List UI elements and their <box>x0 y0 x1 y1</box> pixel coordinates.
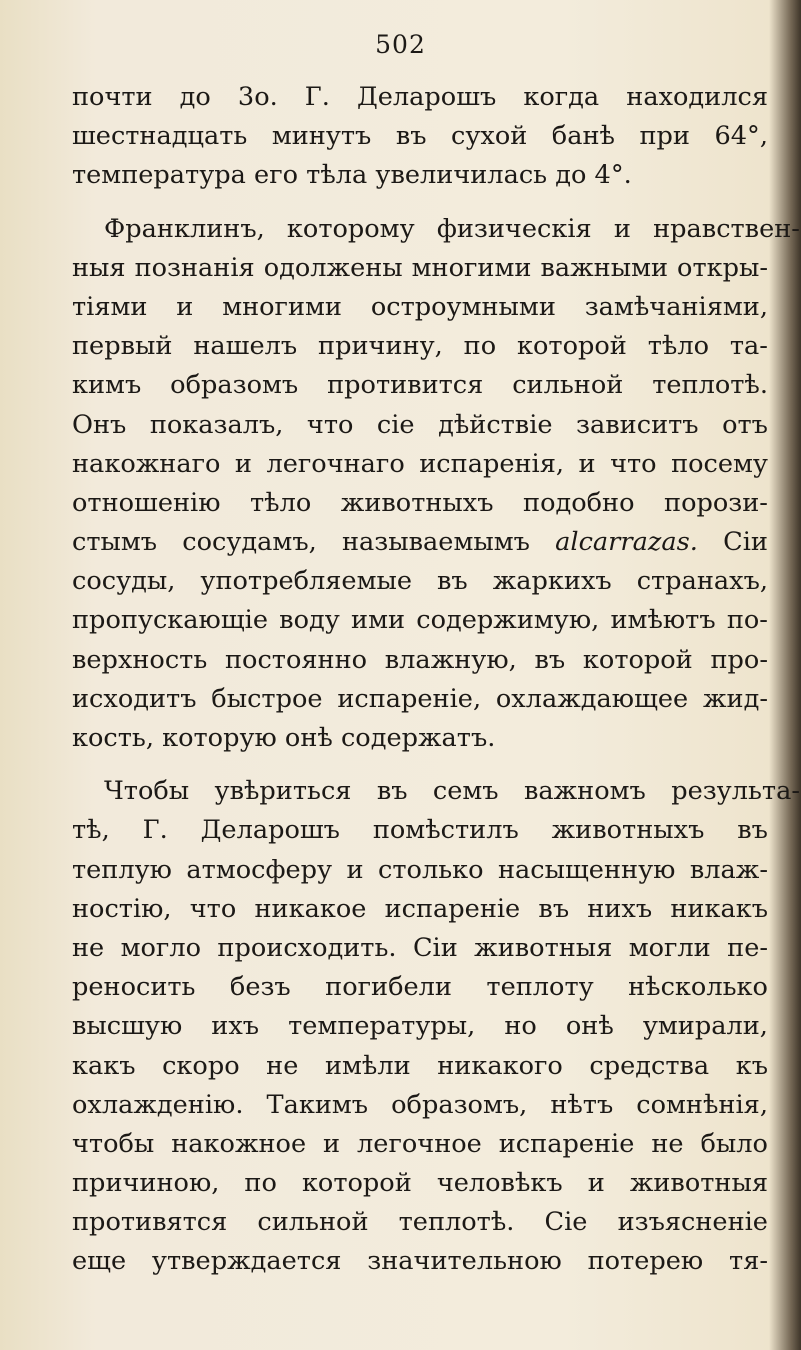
text-line: тѣ, Г. Деларошъ помѣстилъ животныхъ въ <box>72 815 768 846</box>
text-line: исходитъ быстрое испареніе, охлаждающее жид- <box>72 683 768 714</box>
text-line: шестнадцать минутъ въ сухой банѣ при 64°, <box>72 121 768 152</box>
page-number: 502 <box>375 30 426 59</box>
text-line: реносить безъ погибели теплоту нѣсколько <box>72 972 768 1003</box>
text-line: не могло происходить. Сіи животныя могли пе- <box>72 932 768 963</box>
text-line: кость, которую онѣ содержатъ. <box>72 723 496 753</box>
text-line: еще утверждается значительною потерею тя- <box>72 1246 768 1277</box>
text-line: охлажденію. Такимъ образомъ, нѣтъ сомнѣнія, <box>72 1089 768 1120</box>
text-line: накожнаго и легочнаго испаренія, и что посему <box>72 448 768 479</box>
text-line: Онъ показалъ, что сіе дѣйствіе зависитъ отъ <box>72 409 768 440</box>
text-line: пропускающіе воду ими содержимую, имѣютъ по- <box>72 605 768 636</box>
text-line: причиною, по которой человѣкъ и животныя <box>72 1168 768 1199</box>
text-line: стымъ сосудамъ, называемымъ alcarrazas. Сіи <box>72 527 768 558</box>
paragraph-3 <box>72 772 800 1281</box>
text-line: Франклинъ, которому физическія и нравствен- <box>104 213 800 244</box>
text-line: тіями и многими остроумными замѣчаніями, <box>72 291 768 322</box>
text-line: кимъ образомъ противится сильной теплотѣ. <box>72 370 768 401</box>
paragraph-1 <box>72 78 768 196</box>
text-line: верхность постоянно влажную, въ которой про- <box>72 644 768 675</box>
text-line: высшую ихъ температуры, но онѣ умирали, <box>72 1011 768 1042</box>
text-line: первый нашелъ причину, по которой тѣло та- <box>72 331 768 362</box>
text-line: чтобы накожное и легочное испареніе не было <box>72 1128 768 1159</box>
text-line: Чтобы увѣриться въ семъ важномъ результа- <box>104 776 800 807</box>
text-line: ностію, что никакое испареніе въ нихъ никакъ <box>72 893 768 924</box>
paragraph-2 <box>72 210 800 759</box>
text-line: сосуды, употребляемые въ жаркихъ странахъ, <box>72 566 768 597</box>
text-line: какъ скоро не имѣли никакого средства къ <box>72 1050 768 1081</box>
page-text <box>72 78 800 1282</box>
text-line: температура его тѣла увеличилась до 4°. <box>72 160 632 191</box>
text-line: противятся сильной теплотѣ. Сіе изъясненіе <box>72 1207 768 1238</box>
text-line: теплую атмосферу и столько насыщенную влаж- <box>72 854 768 885</box>
text-line: ныя познанія одолжены многими важными откры- <box>72 252 768 283</box>
text-line: отношенію тѣло животныхъ подобно порози- <box>72 487 768 518</box>
text-line: почти до 3о. Г. Деларошъ когда находился <box>72 82 768 112</box>
